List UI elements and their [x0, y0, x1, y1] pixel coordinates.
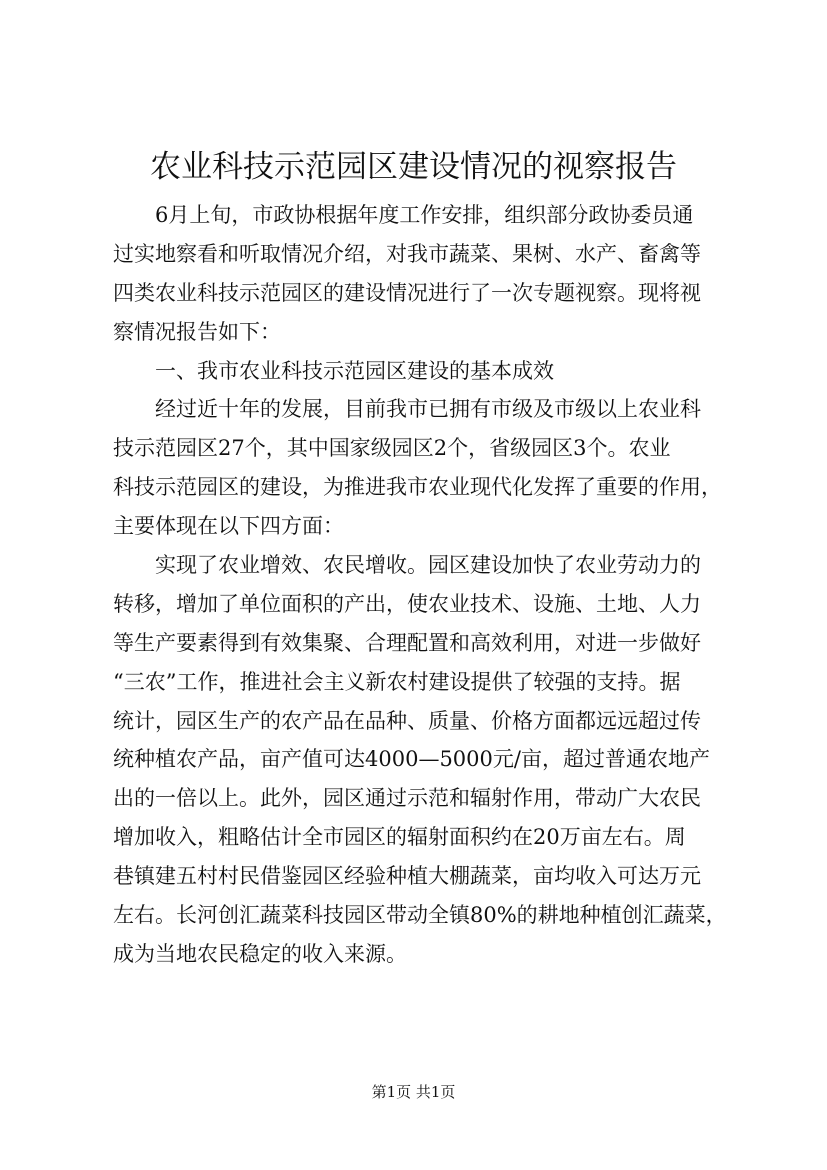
body-line: 出的一倍以上。此外，园区通过示范和辐射作用，带动广大农民: [113, 786, 701, 811]
body-line: 科技示范园区的建设，为推进我市农业现代化发挥了重要的作用，: [113, 475, 722, 500]
body-line: “三农”工作，推进社会主义新农村建设提供了较强的支持。据: [113, 669, 681, 694]
body-line: 6月上旬，市政协根据年度工作安排，组织部分政协委员通: [113, 203, 694, 227]
body-line: 巷镇建五村村民借鉴园区经验种植大棚蔬菜，亩均收入可达万元: [113, 864, 701, 889]
body-line: 过实地察看和听取情况介绍，对我市蔬菜、果树、水产、畜禽等: [113, 241, 701, 266]
body-line: 左右。长河创汇蔬菜科技园区带动全镇80%的耕地种植创汇蔬菜，: [113, 903, 727, 928]
body-line: 成为当地农民稳定的收入来源。: [113, 941, 407, 966]
body-line: 统计，园区生产的农产品在品种、质量、价格方面都远远超过传: [113, 708, 701, 733]
body-line: 转移，增加了单位面积的产出，使农业技术、设施、土地、人力: [113, 591, 701, 616]
document-body: [113, 196, 725, 974]
body-line: 技示范园区27个，其中国家级园区2个，省级园区3个。农业: [113, 436, 671, 461]
body-line: 增加收入，粗略估计全市园区的辐射面积约在20万亩左右。周: [113, 825, 686, 850]
body-line: 察情况报告如下：: [113, 319, 281, 344]
document-title: 农业科技示范园区建设情况的视察报告: [150, 149, 677, 185]
body-line: 经过近十年的发展，目前我市已拥有市级及市级以上农业科: [113, 397, 701, 422]
body-line: 统种植农产品，亩产值可达4000—5000元/亩，超过普通农地产: [113, 747, 710, 772]
body-line: 四类农业科技示范园区的建设情况进行了一次专题视察。现将视: [113, 280, 701, 305]
section-heading: 一、我市农业科技示范园区建设的基本成效: [113, 358, 554, 383]
page-footer: 第1页 共1页: [371, 1083, 456, 1101]
body-line: 实现了农业增效、农民增收。园区建设加快了农业劳动力的: [113, 553, 701, 578]
body-line: 等生产要素得到有效集聚、合理配置和高效利用，对进一步做好: [113, 630, 701, 655]
body-line: 主要体现在以下四方面：: [113, 514, 344, 539]
